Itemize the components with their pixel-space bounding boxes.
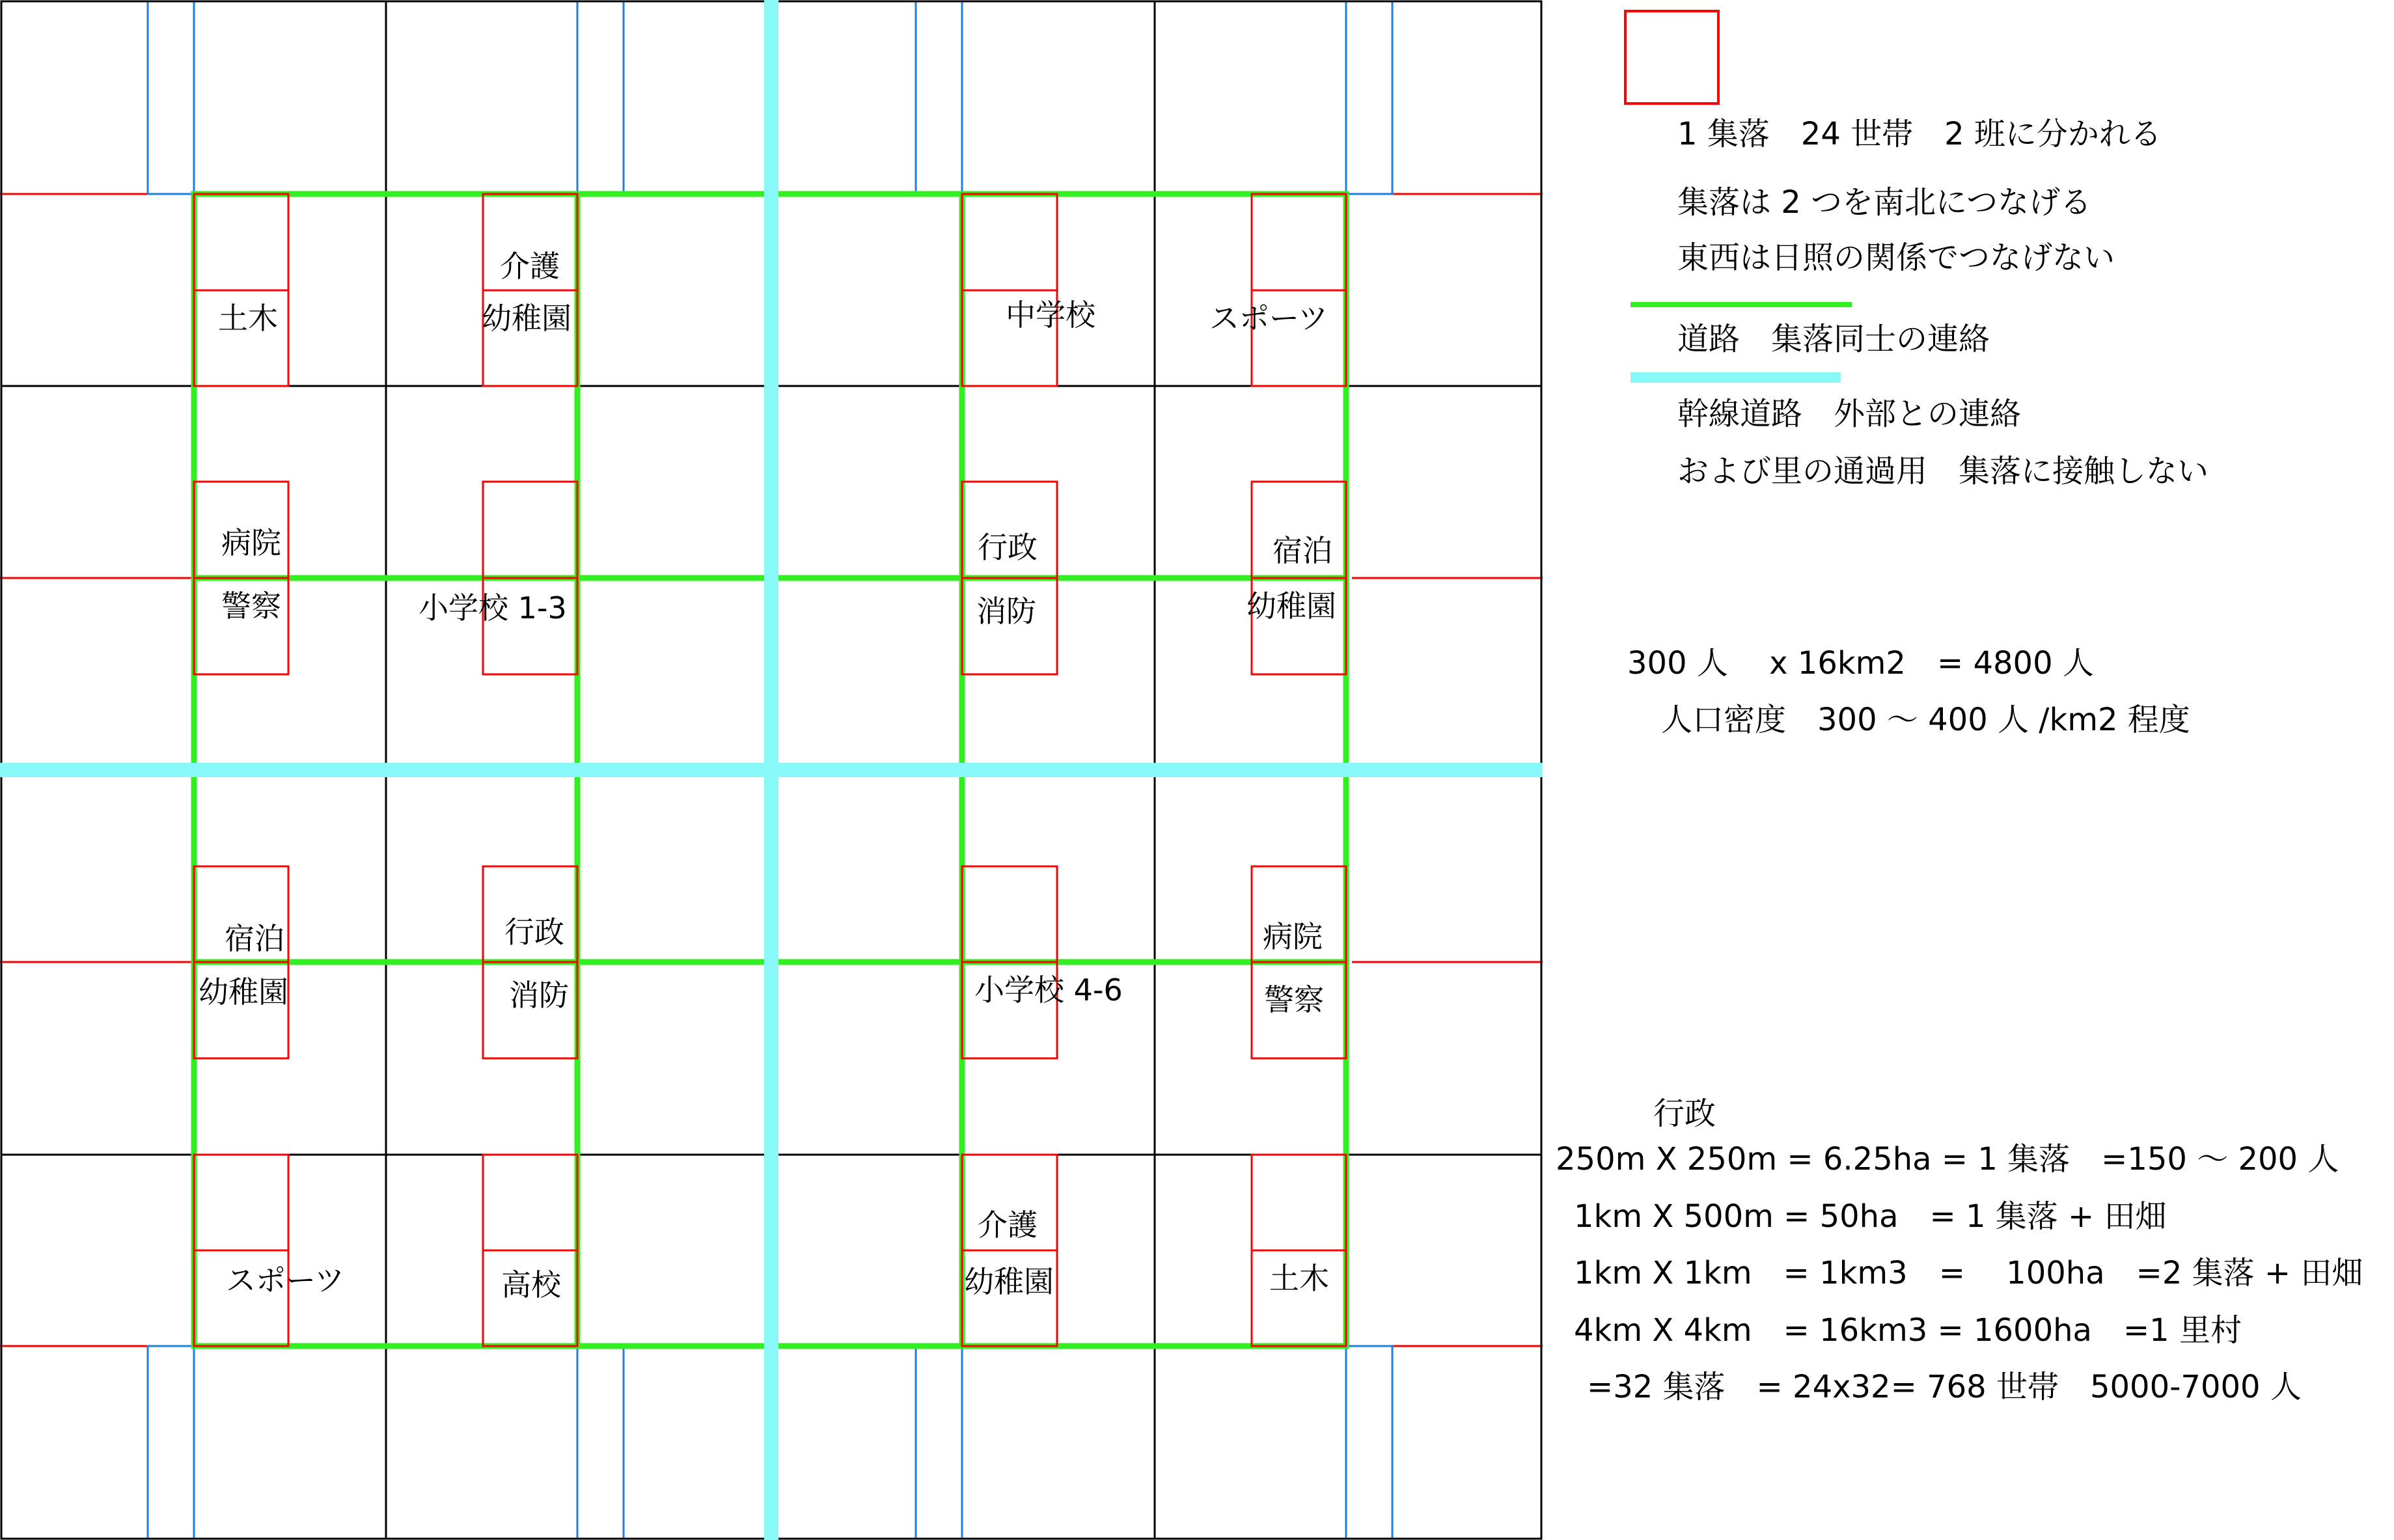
label-police: 警察 [1264, 982, 1324, 1017]
settlement-box [962, 194, 1057, 290]
label-hospital: 病院 [221, 525, 281, 560]
label-nursing-care: 介護 [500, 249, 560, 284]
administration-line: 1km X 500m = 50ha = 1 集落 + 田畑 [1574, 1198, 2167, 1235]
legend-trunk-road-text: および里の通過用 集落に接触しない [1677, 453, 2209, 489]
label-fire-station: 消防 [976, 594, 1036, 629]
legend-settlement-text: 集落は 2 つを南北につなげる [1677, 184, 2092, 221]
label-civil-engineering: 土木 [1269, 1261, 1329, 1296]
label-administration: 行政 [978, 530, 1038, 565]
label-administration: 行政 [504, 914, 564, 950]
label-high-school: 高校 [501, 1267, 561, 1302]
label-lodging: 宿泊 [1273, 533, 1332, 568]
label-nursing-care: 介護 [978, 1207, 1038, 1243]
label-elementary-school-1-3: 小学校 1-3 [419, 590, 567, 626]
edge-box-top [1346, 1, 1392, 194]
settlement-box [962, 866, 1057, 962]
label-junior-high-school: 中学校 [1006, 297, 1095, 333]
label-civil-engineering: 土木 [218, 301, 278, 336]
population-density: 人口密度 300 〜 400 人 /km2 程度 [1661, 702, 2190, 738]
label-elementary-school-4-6: 小学校 4-6 [974, 972, 1123, 1008]
edge-box-bottom [577, 1346, 624, 1539]
legend-road-text: 道路 集落同士の連絡 [1677, 321, 1990, 357]
label-sports: スポーツ [1209, 301, 1328, 336]
edge-box-top [577, 1, 624, 194]
legend-trunk-road-text: 幹線道路 外部との連絡 [1677, 396, 2022, 432]
edge-box-bottom [916, 1346, 962, 1539]
label-kindergarten: 幼稚園 [1246, 588, 1336, 624]
settlement-box [1252, 194, 1346, 290]
label-fire-station: 消防 [509, 978, 569, 1013]
label-kindergarten: 幼稚園 [199, 974, 288, 1010]
edge-box-top [148, 1, 194, 194]
label-kindergarten: 幼稚園 [482, 301, 571, 336]
label-kindergarten: 幼稚園 [964, 1264, 1054, 1299]
administration-notes [1556, 1095, 2363, 1405]
legend [1625, 11, 2208, 489]
label-lodging: 宿泊 [225, 921, 284, 956]
administration-line: 4km X 4km = 16km3 = 1600ha =1 里村 [1574, 1312, 2242, 1349]
population-calculation: 300 人 x 16km2 = 4800 人 [1627, 645, 2094, 681]
settlement-box [194, 194, 288, 290]
legend-settlement-swatch [1625, 11, 1718, 103]
settlement-box [483, 1155, 577, 1250]
settlement-box [194, 1155, 288, 1250]
settlement-box [1252, 1155, 1346, 1250]
edge-box-bottom [1346, 1346, 1392, 1539]
administration-line: =32 集落 = 24x32= 768 世帯 5000-7000 人 [1587, 1369, 2302, 1405]
administration-line: 1km X 1km = 1km3 = 100ha =2 集落 + 田畑 [1574, 1255, 2363, 1291]
legend-settlement-text: 東西は日照の関係でつなげない [1677, 240, 2115, 276]
label-police: 警察 [221, 588, 281, 624]
label-hospital: 病院 [1263, 919, 1323, 954]
label-sports: スポーツ [226, 1263, 345, 1298]
administration-heading: 行政 [1653, 1095, 1716, 1132]
edge-box-top [916, 1, 962, 194]
population-notes [1627, 645, 2190, 738]
settlement-box [483, 482, 577, 578]
legend-settlement-text: 1 集落 24 世帯 2 班に分かれる [1677, 116, 2162, 152]
edge-box-bottom [148, 1346, 194, 1539]
administration-line: 250m X 250m = 6.25ha = 1 集落 =150 〜 200 人 [1556, 1141, 2339, 1177]
